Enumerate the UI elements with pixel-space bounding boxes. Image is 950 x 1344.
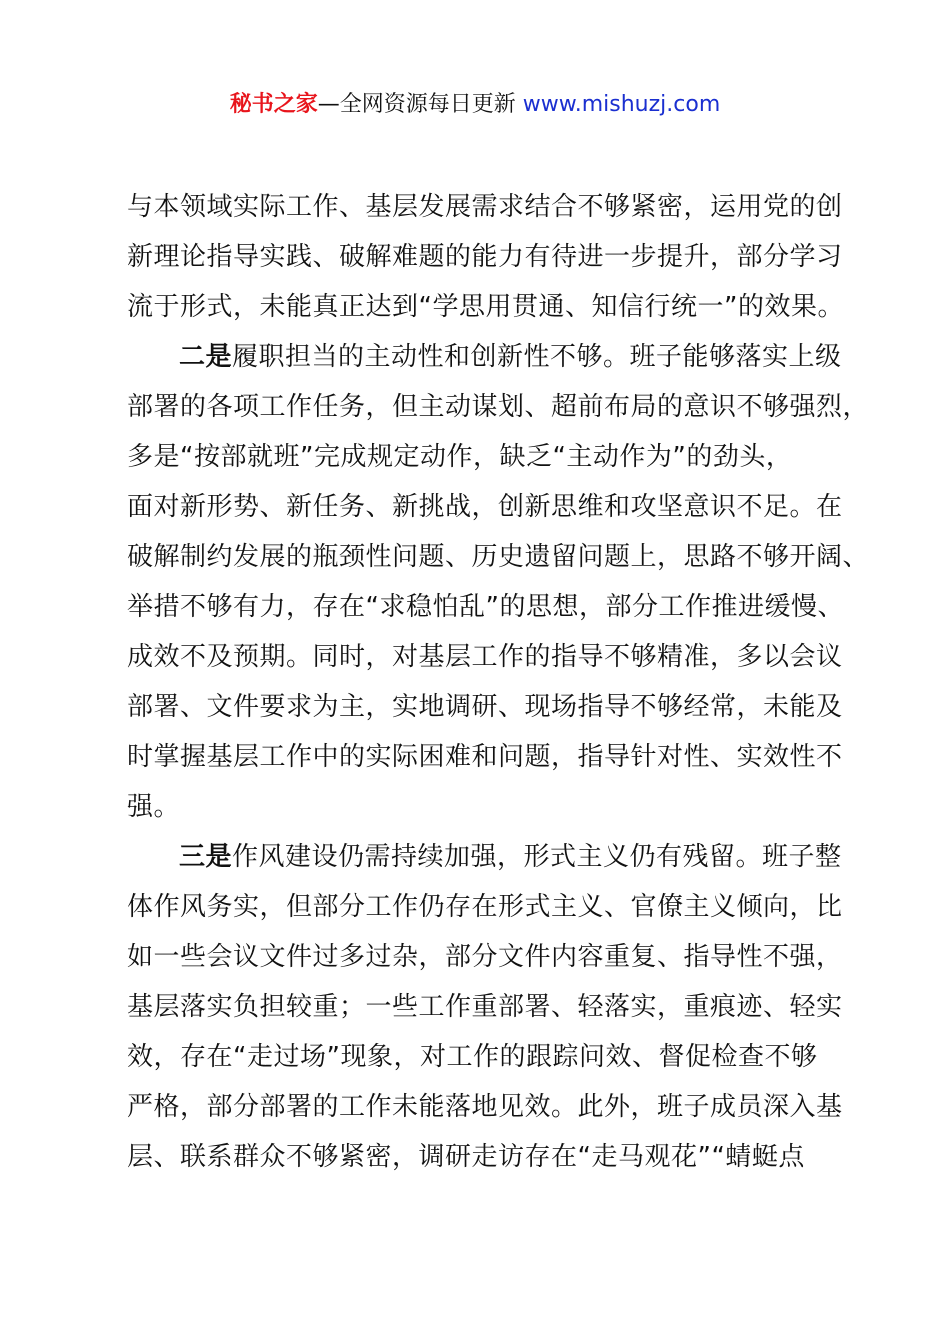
paragraph-3-lead: 三是 <box>179 842 233 872</box>
paragraph-2-line-2: 部署的各项工作任务，但主动谋划、超前布局的意识不够强烈， <box>127 392 870 422</box>
paragraph-3-line-1 <box>127 832 842 882</box>
paragraph-2-line-7: 成效不及预期。同时，对基层工作的指导不够精准，多以会议 <box>127 642 843 672</box>
paragraph-2-line-8: 部署、文件要求为主，实地调研、现场指导不够经常，未能及 <box>127 692 843 722</box>
paragraph-3-line-5: 效，存在“走过场”现象，对工作的跟踪问效、督促检查不够 <box>127 1042 818 1072</box>
paragraph-1-line-3: 流于形式，未能真正达到“学思用贯通、知信行统一”的效果。 <box>127 292 844 322</box>
paragraph-3-line-4: 基层落实负担较重；一些工作重部署、轻落实，重痕迹、轻实 <box>127 992 843 1022</box>
page-header <box>0 88 950 122</box>
header-tagline: —全网资源每日更新 <box>317 92 523 117</box>
paragraph-2-line-9: 时掌握基层工作中的实际困难和问题，指导针对性、实效性不 <box>127 742 843 772</box>
website-url[interactable]: www.mishuzj.com <box>522 92 721 117</box>
paragraph-2-line-3: 多是“按部就班”完成规定动作，缺乏“主动作为”的劲头， <box>127 442 793 472</box>
brand-name: 秘书之家 <box>229 92 318 117</box>
paragraph-2-line-10: 强。 <box>127 792 181 822</box>
paragraph-2-line-5: 破解制约发展的瓶颈性问题、历史遗留问题上，思路不够开阔、 <box>127 542 870 572</box>
paragraph-3-line-2: 体作风务实，但部分工作仍存在形式主义、官僚主义倾向，比 <box>127 892 843 922</box>
paragraph-2-line-1 <box>127 332 842 382</box>
paragraph-1-line-2: 新理论指导实践、破解难题的能力有待进一步提升，部分学习 <box>127 242 843 272</box>
paragraph-2-line-1-text: 履职担当的主动性和创新性不够。班子能够落实上级 <box>232 342 842 372</box>
paragraph-3-line-6: 严格，部分部署的工作未能落地见效。此外，班子成员深入基 <box>127 1092 843 1122</box>
document-body <box>127 182 870 1182</box>
paragraph-3-line-7: 层、联系群众不够紧密，调研走访存在“走马观花”“蜻蜓点 <box>127 1142 805 1172</box>
paragraph-3-line-3: 如一些会议文件过多过杂，部分文件内容重复、指导性不强， <box>127 942 843 972</box>
paragraph-1-line-1: 与本领域实际工作、基层发展需求结合不够紧密，运用党的创 <box>127 192 843 222</box>
paragraph-2-lead: 二是 <box>179 342 233 372</box>
paragraph-2-line-6: 举措不够有力，存在“求稳怕乱”的思想，部分工作推进缓慢、 <box>127 592 844 622</box>
paragraph-2-line-4: 面对新形势、新任务、新挑战，创新思维和攻坚意识不足。在 <box>127 492 843 522</box>
paragraph-3-line-1-text: 作风建设仍需持续加强，形式主义仍有残留。班子整 <box>232 842 842 872</box>
